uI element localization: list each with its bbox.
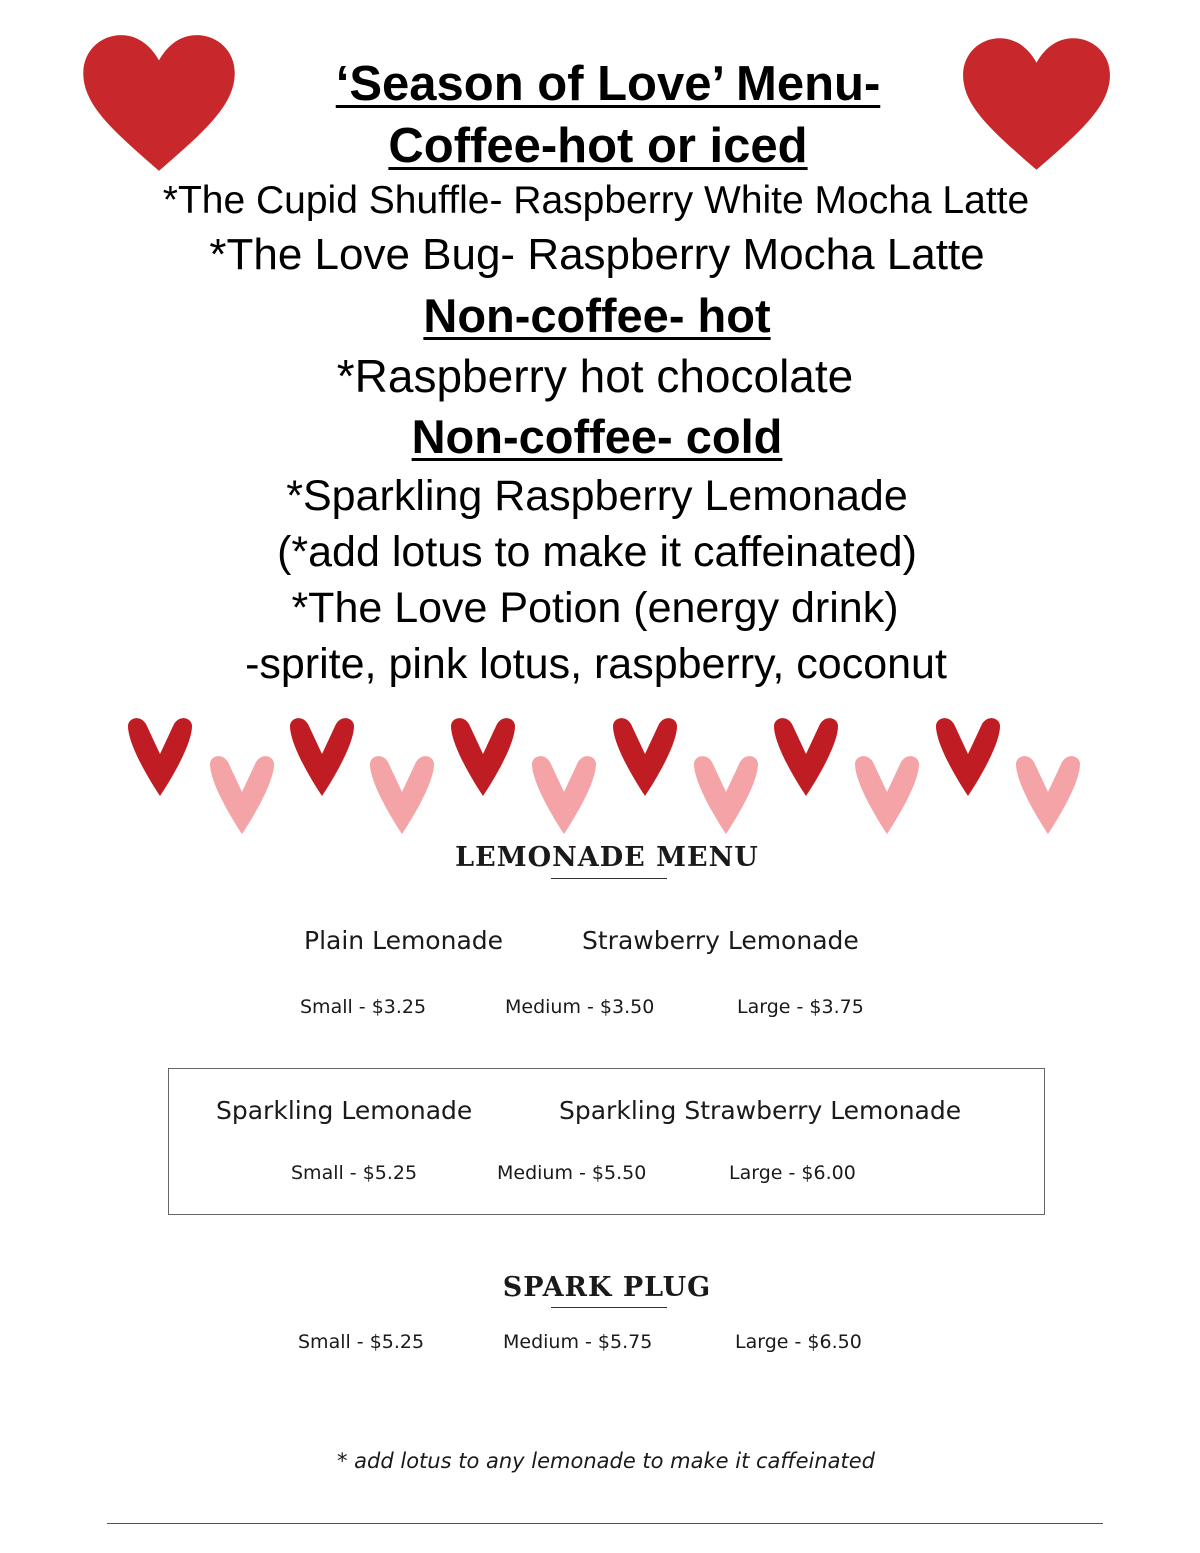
- coffee-item: *The Love Bug- Raspberry Mocha Latte: [209, 230, 985, 279]
- noncoffee-cold-item: (*add lotus to make it caffeinated): [277, 528, 917, 576]
- price-medium: Medium - $3.50: [505, 996, 655, 1018]
- heart-pink-icon: [855, 756, 919, 834]
- coffee-heading: Coffee-hot or iced: [388, 119, 808, 173]
- price-small: Small - $5.25: [298, 1331, 425, 1353]
- drink-name: Plain Lemonade: [304, 926, 504, 955]
- footnote: * add lotus to any lemonade to make it caffeinated: [337, 1449, 875, 1473]
- noncoffee-hot-item: *Raspberry hot chocolate: [336, 350, 854, 402]
- sparkling-box: [168, 1068, 1045, 1215]
- heart-dark-icon: [613, 718, 677, 796]
- noncoffee-cold-item: -sprite, pink lotus, raspberry, coconut: [245, 640, 947, 688]
- drink-name: Strawberry Lemonade: [582, 926, 859, 955]
- heart-pink-icon: [694, 756, 758, 834]
- noncoffee-cold-heading: Non-coffee- cold: [411, 410, 783, 463]
- heart-row: [120, 712, 1090, 842]
- heart-dark-icon: [290, 718, 354, 796]
- heart-pink-icon: [370, 756, 434, 834]
- noncoffee-hot-heading: Non-coffee- hot: [423, 289, 771, 342]
- bottom-divider: [107, 1523, 1103, 1524]
- price-small: Small - $5.25: [291, 1162, 418, 1184]
- price-small: Small - $3.25: [300, 996, 427, 1018]
- heart-pink-icon: [532, 756, 596, 834]
- lemonade-menu-title: LEMONADE MENU: [455, 842, 759, 873]
- heart-dark-icon: [774, 718, 838, 796]
- heart-pink-icon: [210, 756, 274, 834]
- drink-name: Sparkling Lemonade: [216, 1096, 473, 1125]
- price-large: Large - $6.00: [729, 1162, 856, 1184]
- noncoffee-cold-item: *The Love Potion (energy drink): [291, 584, 899, 632]
- menu-title: ‘Season of Love’ Menu-: [335, 57, 881, 111]
- price-medium: Medium - $5.50: [497, 1162, 647, 1184]
- drink-name: Sparkling Strawberry Lemonade: [559, 1096, 962, 1125]
- heart-dark-icon: [128, 718, 192, 796]
- title-divider: [551, 878, 667, 879]
- heart-pink-icon: [1016, 756, 1080, 834]
- coffee-item: *The Cupid Shuffle- Raspberry White Mocha Latte: [162, 179, 1030, 222]
- heart-dark-icon: [451, 718, 515, 796]
- spark-plug-title: SPARK PLUG: [502, 1272, 712, 1303]
- noncoffee-cold-item: *Sparkling Raspberry Lemonade: [286, 472, 908, 520]
- price-large: Large - $3.75: [737, 996, 864, 1018]
- title-divider: [551, 1307, 667, 1308]
- price-medium: Medium - $5.75: [503, 1331, 653, 1353]
- heart-dark-icon: [936, 718, 1000, 796]
- price-large: Large - $6.50: [735, 1331, 862, 1353]
